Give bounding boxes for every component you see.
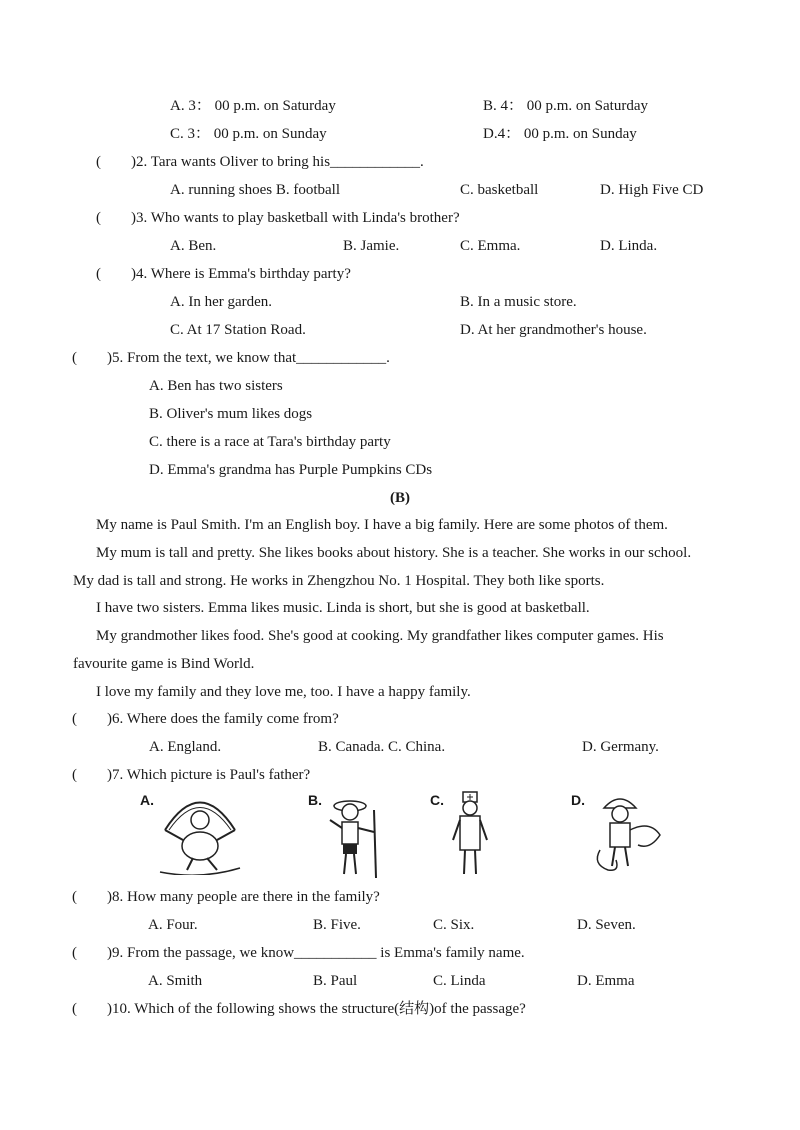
q5-option-b[interactable]: B. Oliver's mum likes dogs xyxy=(149,406,313,422)
q8-answer-blank[interactable]: ( ) xyxy=(72,889,112,905)
q9-option-c[interactable]: C. Linda xyxy=(433,973,486,989)
hiker-with-stick-icon[interactable] xyxy=(318,790,388,880)
q8-option-d[interactable]: D. Seven. xyxy=(577,917,636,933)
q3-stem-row xyxy=(96,208,460,228)
q7-picture-label-a: A. xyxy=(140,792,154,808)
q7-picture-label-d: D. xyxy=(571,792,585,808)
q4-option-b[interactable]: B. In a music store. xyxy=(460,294,577,310)
q8-question: 8. How many people are there in the family? xyxy=(112,889,380,905)
q9-question: 9. From the passage, we know___________ is Emma's family name. xyxy=(112,945,525,961)
passage-paragraph-2-line-1: My mum is tall and pretty. She likes books about history. She is a teacher. She works in our school. xyxy=(96,545,692,561)
q8-option-c[interactable]: C. Six. xyxy=(433,917,475,933)
q2-question: 2. Tara wants Oliver to bring his____________. xyxy=(136,154,424,170)
q4-stem-row xyxy=(96,264,351,284)
q7-answer-blank[interactable]: ( ) xyxy=(72,767,112,783)
passage-paragraph-4-line-1: My grandmother likes food. She's good at cooking. My grandfather likes computer games. His xyxy=(96,628,664,644)
passage-paragraph-3: I have two sisters. Emma likes music. Linda is short, but she is good at basketball. xyxy=(96,600,590,616)
q10-question: 10. Which of the following shows the structure(结构)of the passage? xyxy=(112,1001,526,1017)
q1-option-a[interactable]: A. 3： 00 p.m. on Saturday xyxy=(170,98,336,114)
q4-answer-blank[interactable]: ( ) xyxy=(96,266,136,282)
q7-stem-row xyxy=(72,765,310,785)
q9-option-d[interactable]: D. Emma xyxy=(577,973,635,989)
q3-option-b[interactable]: B. Jamie. xyxy=(343,238,400,254)
passage-paragraph-1: My name is Paul Smith. I'm an English boy. I have a big family. Here are some photos of them. xyxy=(96,517,668,533)
q9-option-a[interactable]: A. Smith xyxy=(148,973,203,989)
q2-option-c[interactable]: C. basketball xyxy=(460,182,539,198)
firefighter-icon[interactable] xyxy=(590,790,670,875)
q5-option-a[interactable]: A. Ben has two sisters xyxy=(149,378,283,394)
q10-answer-blank[interactable]: ( ) xyxy=(72,1001,112,1017)
q5-option-d[interactable]: D. Emma's grandma has Purple Pumpkins CDs xyxy=(149,462,433,478)
q2-option-a[interactable]: A. running shoes B. football xyxy=(170,182,340,198)
q2-option-d[interactable]: D. High Five CD xyxy=(600,182,704,198)
q8-option-a[interactable]: A. Four. xyxy=(148,917,198,933)
q3-question: 3. Who wants to play basketball with Linda's brother? xyxy=(136,210,460,226)
q2-stem-row xyxy=(96,152,424,172)
q1-option-c[interactable]: C. 3： 00 p.m. on Sunday xyxy=(170,126,327,142)
q3-answer-blank[interactable]: ( ) xyxy=(96,210,136,226)
q3-option-d[interactable]: D. Linda. xyxy=(600,238,658,254)
q5-answer-blank[interactable]: ( ) xyxy=(72,350,112,366)
q7-picture-label-b: B. xyxy=(308,792,322,808)
q1-option-b[interactable]: B. 4： 00 p.m. on Saturday xyxy=(483,98,648,114)
q4-option-c[interactable]: C. At 17 Station Road. xyxy=(170,322,306,338)
q9-stem-row xyxy=(72,943,525,963)
q6-stem-row xyxy=(72,709,339,729)
q7-question: 7. Which picture is Paul's father? xyxy=(112,767,311,783)
q1-option-d[interactable]: D.4： 00 p.m. on Sunday xyxy=(483,126,637,142)
q6-answer-blank[interactable]: ( ) xyxy=(72,711,112,727)
jump-rope-man-icon[interactable] xyxy=(155,790,245,875)
q3-option-a[interactable]: A. Ben. xyxy=(170,238,217,254)
section-b-title: (B) xyxy=(390,490,410,506)
q3-option-c[interactable]: C. Emma. xyxy=(460,238,521,254)
q2-answer-blank[interactable]: ( ) xyxy=(96,154,136,170)
passage-paragraph-2-line-2: My dad is tall and strong. He works in Zhengzhou No. 1 Hospital. They both like sports. xyxy=(73,573,605,589)
q8-stem-row xyxy=(72,887,380,907)
q8-option-b[interactable]: B. Five. xyxy=(313,917,361,933)
q5-option-c[interactable]: C. there is a race at Tara's birthday party xyxy=(149,434,391,450)
q6-option-a[interactable]: A. England. xyxy=(149,739,222,755)
q4-option-d[interactable]: D. At her grandmother's house. xyxy=(460,322,647,338)
q6-option-bc[interactable]: B. Canada. C. China. xyxy=(318,739,446,755)
q9-answer-blank[interactable]: ( ) xyxy=(72,945,112,961)
q10-stem-row xyxy=(72,999,526,1019)
q7-picture-label-c: C. xyxy=(430,792,444,808)
q6-option-d[interactable]: D. Germany. xyxy=(582,739,659,755)
passage-paragraph-5: I love my family and they love me, too. I have a happy family. xyxy=(96,684,471,700)
passage-paragraph-4-line-2: favourite game is Bind World. xyxy=(73,656,255,672)
q4-question: 4. Where is Emma's birthday party? xyxy=(136,266,351,282)
q4-option-a[interactable]: A. In her garden. xyxy=(170,294,273,310)
doctor-icon[interactable] xyxy=(445,790,495,880)
q6-question: 6. Where does the family come from? xyxy=(112,711,339,727)
q9-option-b[interactable]: B. Paul xyxy=(313,973,358,989)
q5-stem-row xyxy=(72,348,390,368)
q5-question: 5. From the text, we know that____________. xyxy=(112,350,390,366)
